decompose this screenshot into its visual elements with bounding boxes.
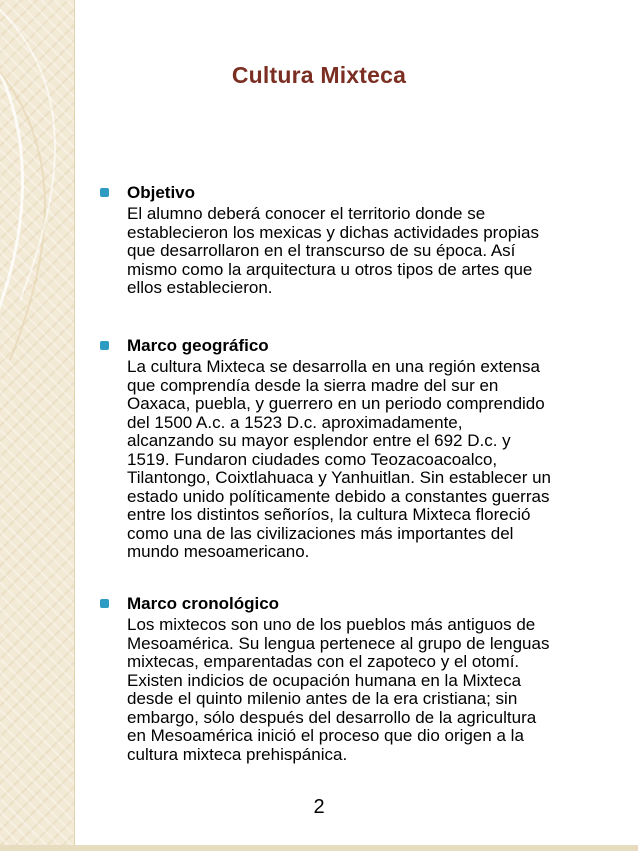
- decorative-curves: [0, 0, 74, 851]
- section-marco-geografico: [100, 336, 600, 562]
- decorative-side-strip: [0, 0, 74, 851]
- page-number: 2: [313, 796, 325, 818]
- square-bullet-icon: [100, 599, 109, 608]
- section-text: Los mixtecos son uno de los pueblos más antiguos de Mesoamérica. Su lengua pertenece al grupo de lenguas mixtecas, emparentadas con el zapoteco y el otomí. Existen indicios de ocupación humana en la Mixteca desde el quinto milenio antes de la era cristiana; sin embargo, sólo después del desarrollo de la agricultura en Mesoamérica inició el proceso que dio origen a la cultura mixteca prehispánica.: [127, 615, 550, 764]
- section-text: La cultura Mixteca se desarrolla en una región extensa que comprendía desde la sierra madre del sur en Oaxaca, puebla, y guerrero en un periodo comprendido del 1500 A.c. a 1523 D.c. aproximadamente, alcanzando su mayor esplendor entre el 692 D.c. y 1519. Fundaron ciudades como Teozacoacoalco, Tilantongo, Coixtlahuaca y Yanhuitlan. Sin establecer un estado unido políticamente debido a constantes guerras entre los distintos señoríos, la cultura Mixteca floreció como una de las civilizaciones más importantes del mundo mesoamericano.: [127, 357, 552, 561]
- square-bullet-icon: [100, 188, 109, 197]
- bottom-border: [0, 845, 638, 851]
- section-heading: Objetivo: [127, 183, 196, 202]
- square-bullet-icon: [100, 341, 109, 350]
- section-heading: Marco cronológico: [127, 594, 280, 613]
- section-heading: Marco geográfico: [127, 336, 269, 355]
- strip-divider: [74, 0, 75, 851]
- slide-title: Cultura Mixteca: [231, 62, 407, 88]
- section-marco-cronologico: [100, 594, 600, 764]
- section-text: El alumno deberá conocer el territorio donde se establecieron los mexicas y dichas actividades propias que desarrollaron en el transcurso de su época. Así mismo como la arquitectura u otros tipos de artes que ellos establecieron.: [127, 204, 539, 297]
- section-objetivo: [100, 183, 600, 298]
